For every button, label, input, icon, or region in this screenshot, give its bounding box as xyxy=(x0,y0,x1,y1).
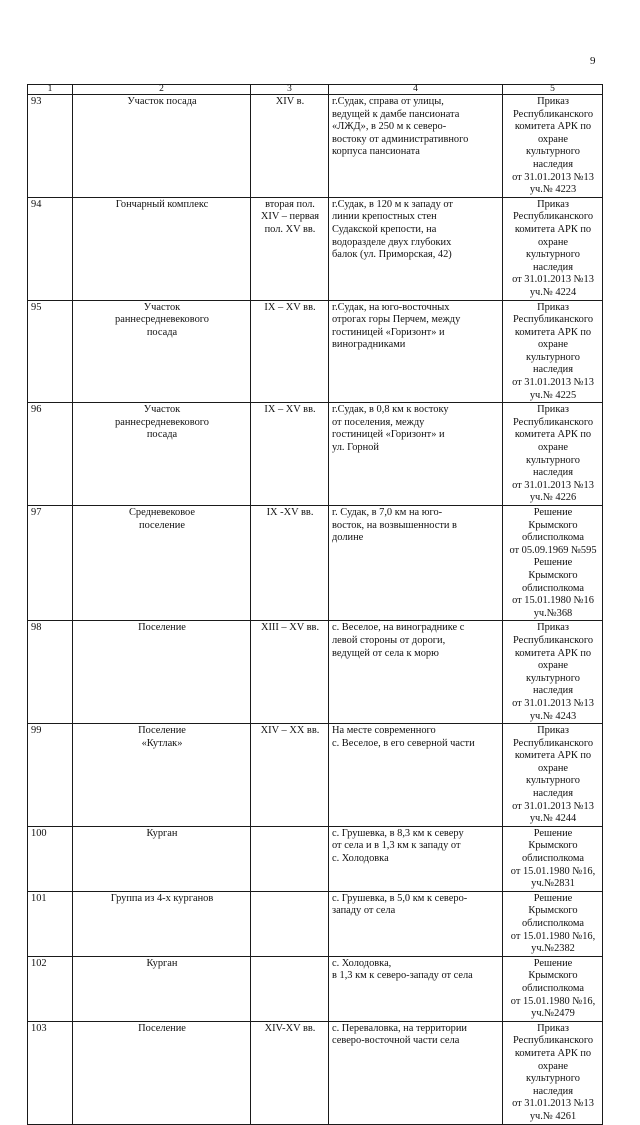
dating-cell: XIII – XV вв. xyxy=(251,621,329,724)
dating-cell: IX – XV вв. xyxy=(251,300,329,403)
location-cell: с. Грушевка, в 5,0 км к северо- западу от села xyxy=(329,891,503,956)
protection-document-cell: Решение Крымского облисполкома от 15.01.1980 №16, уч.№2831 xyxy=(503,826,603,891)
location-cell: г.Судак, справа от улицы, ведущей к дамбе пансионата «ЛЖД», в 250 м к северо- востоку от административного корпуса пансионата xyxy=(329,95,503,198)
table-row xyxy=(28,403,603,506)
location-cell: г. Судак, в 7,0 км на юго- восток, на возвышенности в долине xyxy=(329,506,503,621)
dating-cell: XIV-XV вв. xyxy=(251,1021,329,1124)
column-number-5: 5 xyxy=(503,85,603,95)
site-name-cell: Участок раннесредневекового посада xyxy=(73,300,251,403)
heritage-registry-table xyxy=(27,84,603,1125)
row-number-cell: 100 xyxy=(28,826,73,891)
row-number-cell: 99 xyxy=(28,724,73,827)
site-name-cell: Курган xyxy=(73,826,251,891)
location-cell: г.Судак, в 120 м к западу от линии крепостных стен Судакской крепости, на водоразделе двух глубоких балок (ул. Приморская, 42) xyxy=(329,197,503,300)
table-row xyxy=(28,826,603,891)
column-number-header-row xyxy=(28,85,603,95)
column-number-2: 2 xyxy=(73,85,251,95)
dating-cell xyxy=(251,826,329,891)
location-cell: с. Веселое, на винограднике с левой стороны от дороги, ведущей от села к морю xyxy=(329,621,503,724)
protection-document-cell: Решение Крымского облисполкома от 15.01.1980 №16, уч.№2479 xyxy=(503,956,603,1021)
dating-cell: IX – XV вв. xyxy=(251,403,329,506)
protection-document-cell: Приказ Республиканского комитета АРК по охране культурного наследия от 31.01.2013 №13 уч.№ 4226 xyxy=(503,403,603,506)
table-row xyxy=(28,506,603,621)
row-number-cell: 97 xyxy=(28,506,73,621)
table-row xyxy=(28,197,603,300)
page-number: 9 xyxy=(590,55,596,67)
table-row xyxy=(28,724,603,827)
table-row xyxy=(28,95,603,198)
dating-cell: вторая пол. XIV – первая пол. XV вв. xyxy=(251,197,329,300)
dating-cell xyxy=(251,956,329,1021)
row-number-cell: 94 xyxy=(28,197,73,300)
location-cell: с. Холодовка, в 1,3 км к северо-западу от села xyxy=(329,956,503,1021)
row-number-cell: 102 xyxy=(28,956,73,1021)
protection-document-cell: Приказ Республиканского комитета АРК по охране культурного наследия от 31.01.2013 №13 уч.№ 4244 xyxy=(503,724,603,827)
location-cell: с. Переваловка, на территории северо-восточной части села xyxy=(329,1021,503,1124)
protection-document-cell: Приказ Республиканского комитета АРК по охране культурного наследия от 31.01.2013 №13 уч.№ 4224 xyxy=(503,197,603,300)
protection-document-cell: Решение Крымского облисполкома от 15.01.1980 №16, уч.№2382 xyxy=(503,891,603,956)
site-name-cell: Участок раннесредневекового посада xyxy=(73,403,251,506)
row-number-cell: 93 xyxy=(28,95,73,198)
site-name-cell: Участок посада xyxy=(73,95,251,198)
location-cell: На месте современного с. Веселое, в его северной части xyxy=(329,724,503,827)
site-name-cell: Поселение xyxy=(73,1021,251,1124)
table-row xyxy=(28,956,603,1021)
table-row xyxy=(28,621,603,724)
location-cell: г.Судак, на юго-восточных отрогах горы Перчем, между гостиницей «Горизонт» и виноградниками xyxy=(329,300,503,403)
site-name-cell: Курган xyxy=(73,956,251,1021)
table-row xyxy=(28,300,603,403)
dating-cell: IX -XV вв. xyxy=(251,506,329,621)
table-row xyxy=(28,891,603,956)
site-name-cell: Гончарный комплекс xyxy=(73,197,251,300)
site-name-cell: Группа из 4-х курганов xyxy=(73,891,251,956)
column-number-4: 4 xyxy=(329,85,503,95)
protection-document-cell: Приказ Республиканского комитета АРК по охране культурного наследия от 31.01.2013 №13 уч.№ 4225 xyxy=(503,300,603,403)
site-name-cell: Средневековое поселение xyxy=(73,506,251,621)
row-number-cell: 95 xyxy=(28,300,73,403)
dating-cell xyxy=(251,891,329,956)
row-number-cell: 101 xyxy=(28,891,73,956)
row-number-cell: 103 xyxy=(28,1021,73,1124)
location-cell: с. Грушевка, в 8,3 км к северу от села и в 1,3 км к западу от с. Холодовка xyxy=(329,826,503,891)
row-number-cell: 96 xyxy=(28,403,73,506)
dating-cell: XIV в. xyxy=(251,95,329,198)
protection-document-cell: Приказ Республиканского комитета АРК по охране культурного наследия от 31.01.2013 №13 уч.№ 4243 xyxy=(503,621,603,724)
protection-document-cell: Решение Крымского облисполкома от 05.09.1969 №595 Решение Крымского облисполкома от 15.01.1980 №16 уч.№368 xyxy=(503,506,603,621)
site-name-cell: Поселение «Кутлак» xyxy=(73,724,251,827)
dating-cell: XIV – XX вв. xyxy=(251,724,329,827)
column-number-3: 3 xyxy=(251,85,329,95)
row-number-cell: 98 xyxy=(28,621,73,724)
column-number-1: 1 xyxy=(28,85,73,95)
protection-document-cell: Приказ Республиканского комитета АРК по охране культурного наследия от 31.01.2013 №13 уч.№ 4261 xyxy=(503,1021,603,1124)
location-cell: г.Судак, в 0,8 км к востоку от поселения, между гостиницей «Горизонт» и ул. Горной xyxy=(329,403,503,506)
site-name-cell: Поселение xyxy=(73,621,251,724)
protection-document-cell: Приказ Республиканского комитета АРК по охране культурного наследия от 31.01.2013 №13 уч.№ 4223 xyxy=(503,95,603,198)
table-row xyxy=(28,1021,603,1124)
registry-table-body xyxy=(28,85,603,1125)
